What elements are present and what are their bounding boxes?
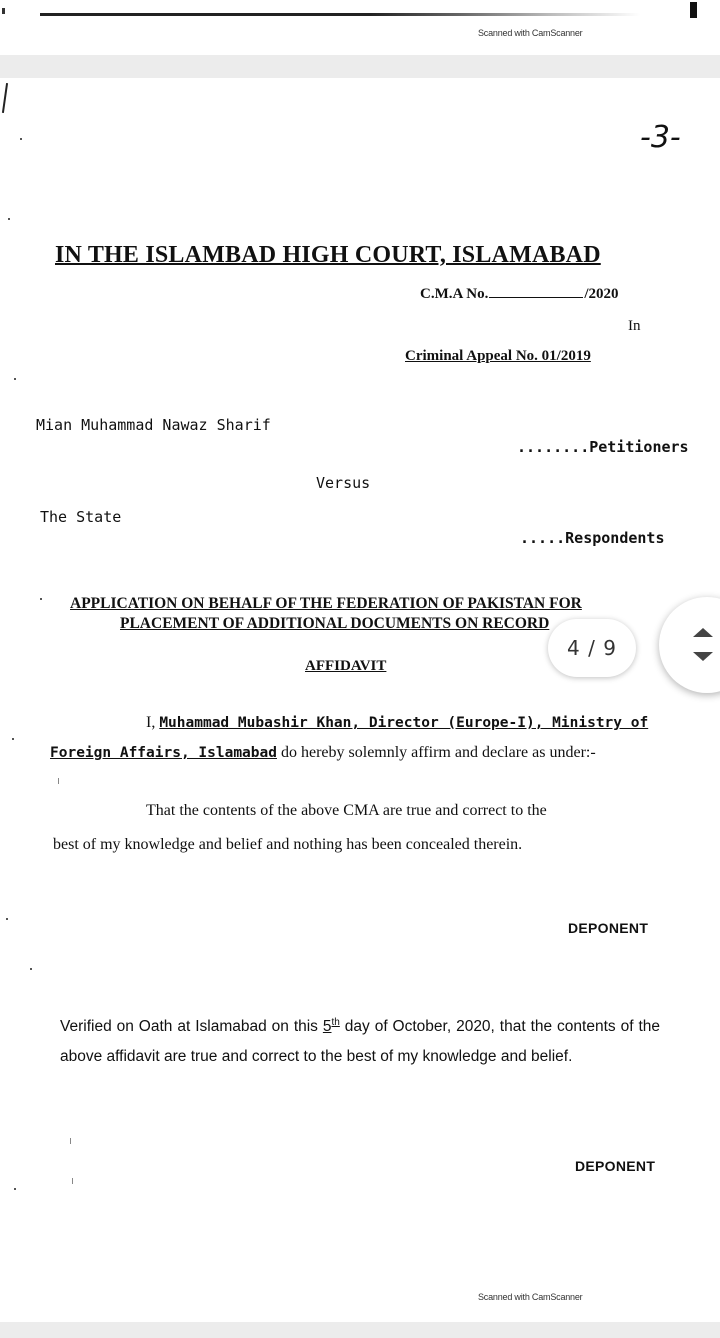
verification-suffix: day of October, 2020, that the contents of the above affidavit are true and correct to the best of my knowledge and belief. — [60, 1018, 660, 1066]
cma-blank — [489, 297, 583, 298]
verification-prefix: Verified on Oath at Islamabad on this — [60, 1018, 323, 1036]
application-title-line1: APPLICATION ON BEHALF OF THE FEDERATION OF PAKISTAN FOR — [70, 595, 582, 612]
scan-speck — [72, 1178, 73, 1184]
affirmation-line2 — [50, 738, 596, 768]
petitioner-role: ........Petitioners — [517, 438, 689, 456]
deponent-signature-label-2: DEPONENT — [575, 1158, 656, 1174]
criminal-appeal-number: Criminal Appeal No. 01/2019 — [405, 348, 591, 364]
cma-number-line — [420, 286, 619, 303]
deponent-name-title: Muhammad Mubashir Khan, Director (Europe-I), Ministry of — [159, 715, 649, 731]
scan-speck — [20, 138, 22, 140]
scan-speck — [6, 918, 8, 920]
scan-speck — [30, 968, 32, 970]
scan-speck — [12, 738, 14, 740]
scan-speck — [58, 778, 59, 784]
verification-day-suffix: th — [331, 1017, 340, 1028]
scan-speck — [14, 1188, 16, 1190]
previous-page-mark — [690, 2, 697, 18]
court-title: IN THE ISLAMBAD HIGH COURT, ISLAMABAD — [55, 242, 601, 268]
versus-label: Versus — [316, 474, 371, 492]
application-title — [70, 594, 582, 634]
scroll-down-icon[interactable] — [693, 652, 713, 661]
document-page — [0, 78, 720, 1322]
scan-speck — [2, 8, 5, 14]
affidavit-heading: AFFIDAVIT — [305, 658, 387, 674]
scan-watermark-top: Scanned with CamScanner — [478, 28, 583, 38]
cma-year: /2020 — [584, 286, 619, 302]
affirmation-prefix: I, — [146, 714, 160, 731]
scan-speck — [70, 1138, 71, 1144]
statement-line1: That the contents of the above CMA are true and correct to the — [146, 802, 547, 819]
scroll-up-icon[interactable] — [693, 628, 713, 637]
petitioner-name: Mian Muhammad Nawaz Sharif — [36, 416, 271, 434]
previous-page-rule — [40, 13, 640, 16]
page-number: -3- — [640, 120, 681, 155]
cma-label: C.M.A No. — [420, 286, 489, 302]
page-edge-mark — [2, 83, 8, 113]
application-title-line2: PLACEMENT OF ADDITIONAL DOCUMENTS ON RECORD — [120, 615, 550, 632]
previous-page-fragment — [0, 0, 720, 55]
scan-watermark-bottom: Scanned with CamScanner — [478, 1292, 583, 1302]
verification-paragraph — [60, 1008, 660, 1072]
scan-speck — [14, 378, 16, 380]
deponent-signature-label-1: DEPONENT — [568, 920, 649, 936]
scan-speck — [8, 218, 10, 220]
statement-line2: best of my knowledge and belief and nothing has been concealed therein. — [53, 836, 523, 853]
in-word: In — [628, 318, 641, 334]
respondent-name: The State — [40, 508, 122, 526]
respondent-role: .....Respondents — [520, 529, 665, 547]
verification-day: 5 — [322, 1018, 332, 1036]
deponent-department: Foreign Affairs, Islamabad — [50, 745, 277, 761]
affirmation-suffix: do hereby solemnly affirm and declare as under:- — [276, 744, 596, 761]
affirmation-line1 — [146, 708, 648, 738]
page-indicator-badge: 4 / 9 — [548, 619, 636, 677]
scan-speck — [40, 598, 42, 600]
